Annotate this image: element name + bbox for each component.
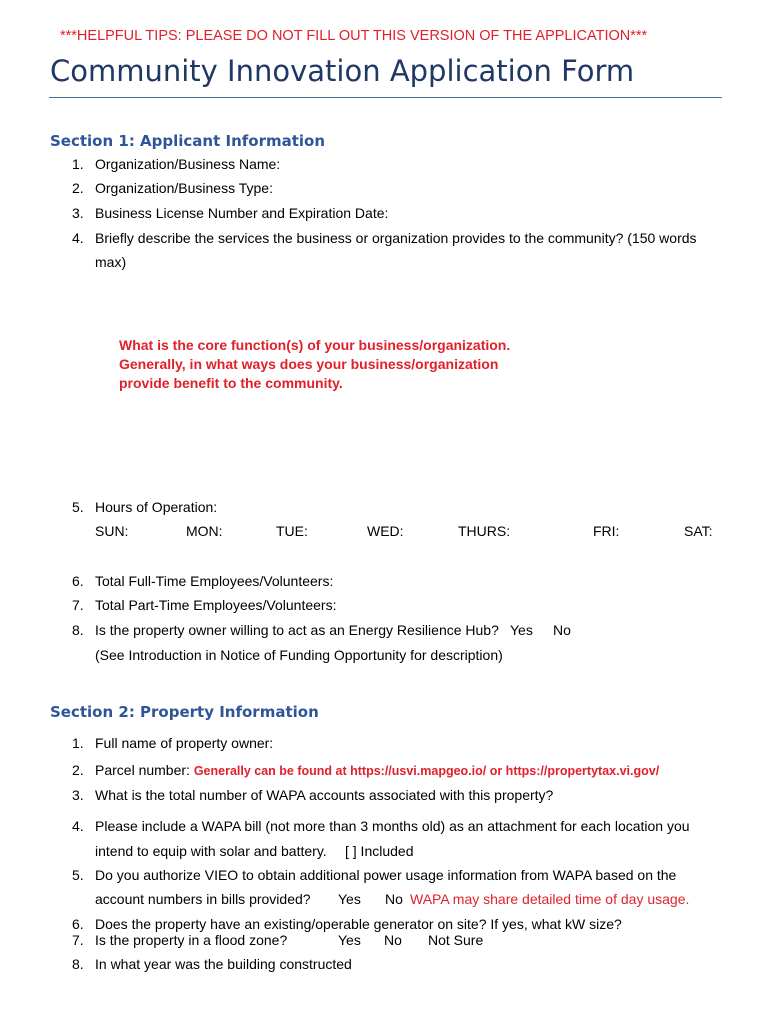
s2-q4-number: 4. bbox=[72, 818, 84, 834]
s1-q6-number: 6. bbox=[72, 573, 84, 589]
day-sun: SUN: bbox=[95, 523, 129, 539]
day-fri: FRI: bbox=[593, 523, 620, 539]
s2-q7-number: 7. bbox=[72, 932, 84, 948]
s1-q4-guidance-line3: provide benefit to the community. bbox=[119, 375, 343, 391]
section-1-heading: Section 1: Applicant Information bbox=[50, 132, 326, 150]
title-divider bbox=[49, 97, 722, 98]
day-wed: WED: bbox=[367, 523, 404, 539]
s2-q7-not-sure-option: Not Sure bbox=[428, 932, 484, 948]
s1-q3-number: 3. bbox=[72, 205, 84, 221]
s2-q5-authorize-line1: Do you authorize VIEO to obtain additional power usage information from WAPA based on the bbox=[95, 867, 677, 883]
s2-q7-flood-zone: Is the property in a flood zone? bbox=[95, 932, 288, 948]
section-2-heading: Section 2: Property Information bbox=[50, 703, 319, 721]
s2-q4-wapa-bill-line1: Please include a WAPA bill (not more than 3 months old) as an attachment for each location you bbox=[95, 818, 690, 834]
day-mon: MON: bbox=[186, 523, 223, 539]
s1-q2-number: 2. bbox=[72, 180, 84, 196]
s2-q2-number: 2. bbox=[72, 762, 84, 778]
s1-q2-organization-type: Organization/Business Type: bbox=[95, 180, 273, 196]
s2-q1-property-owner: Full name of property owner: bbox=[95, 735, 274, 751]
s2-q7-yes-option: Yes bbox=[338, 932, 361, 948]
s1-q4-services-line2: max) bbox=[95, 254, 127, 270]
s2-q5-hint: WAPA may share detailed time of day usage. bbox=[410, 891, 690, 907]
s2-q5-yes-option: Yes bbox=[338, 891, 361, 907]
s1-q7-number: 7. bbox=[72, 597, 84, 613]
s2-q3-number: 3. bbox=[72, 787, 84, 803]
s1-q4-guidance-line1: What is the core function(s) of your business/organization. bbox=[119, 337, 511, 353]
s1-q6-full-time-employees: Total Full-Time Employees/Volunteers: bbox=[95, 573, 334, 589]
s1-q8-number: 8. bbox=[72, 622, 84, 638]
s2-q2-label: Parcel number: bbox=[95, 762, 190, 778]
s2-q2-parcel-number bbox=[95, 762, 659, 778]
s2-q4-wapa-bill-line2: intend to equip with solar and battery. bbox=[95, 843, 327, 859]
s1-q4-number: 4. bbox=[72, 230, 84, 246]
day-sat: SAT: bbox=[684, 523, 713, 539]
day-thurs: THURS: bbox=[458, 523, 511, 539]
s1-q7-part-time-employees: Total Part-Time Employees/Volunteers: bbox=[95, 597, 337, 613]
s2-q5-number: 5. bbox=[72, 867, 84, 883]
s1-q5-number: 5. bbox=[72, 499, 84, 515]
s1-q4-guidance-line2: Generally, in what ways does your business/organization bbox=[119, 356, 499, 372]
day-tue: TUE: bbox=[276, 523, 308, 539]
s2-q5-authorize-line2: account numbers in bills provided? bbox=[95, 891, 311, 907]
s2-q6-generator: Does the property have an existing/operable generator on site? If yes, what kW size? bbox=[95, 916, 622, 932]
s2-q3-wapa-accounts: What is the total number of WAPA accounts associated with this property? bbox=[95, 787, 554, 803]
s1-q8-no-option: No bbox=[553, 622, 571, 638]
s1-q8-yes-option: Yes bbox=[510, 622, 533, 638]
s2-q5-no-option: No bbox=[385, 891, 403, 907]
s2-q7-no-option: No bbox=[384, 932, 402, 948]
s1-q5-hours-of-operation: Hours of Operation: bbox=[95, 499, 218, 515]
s2-q4-included-checkbox[interactable]: [ ] Included bbox=[345, 843, 414, 859]
s2-q8-year-built: In what year was the building constructed bbox=[95, 956, 352, 972]
s1-q8-note: (See Introduction in Notice of Funding Opportunity for description) bbox=[95, 647, 503, 663]
s1-q4-guidance bbox=[119, 336, 510, 393]
s1-q8-energy-resilience-hub: Is the property owner willing to act as an Energy Resilience Hub? bbox=[95, 622, 499, 638]
helpful-tip-banner: ***HELPFUL TIPS: PLEASE DO NOT FILL OUT THIS VERSION OF THE APPLICATION*** bbox=[60, 28, 648, 44]
s2-q1-number: 1. bbox=[72, 735, 84, 751]
s1-q4-services-line1: Briefly describe the services the business or organization provides to the community? (150 words bbox=[95, 230, 697, 246]
s2-q6-number: 6. bbox=[72, 916, 84, 932]
s1-q1-number: 1. bbox=[72, 156, 84, 172]
s1-q1-organization-name: Organization/Business Name: bbox=[95, 156, 281, 172]
s1-q3-business-license: Business License Number and Expiration Date: bbox=[95, 205, 389, 221]
s2-q8-number: 8. bbox=[72, 956, 84, 972]
s2-q2-parcel-hint: Generally can be found at https://usvi.mapgeo.io/ or https://propertytax.vi.gov/ bbox=[193, 764, 660, 778]
page-title: Community Innovation Application Form bbox=[50, 54, 635, 88]
